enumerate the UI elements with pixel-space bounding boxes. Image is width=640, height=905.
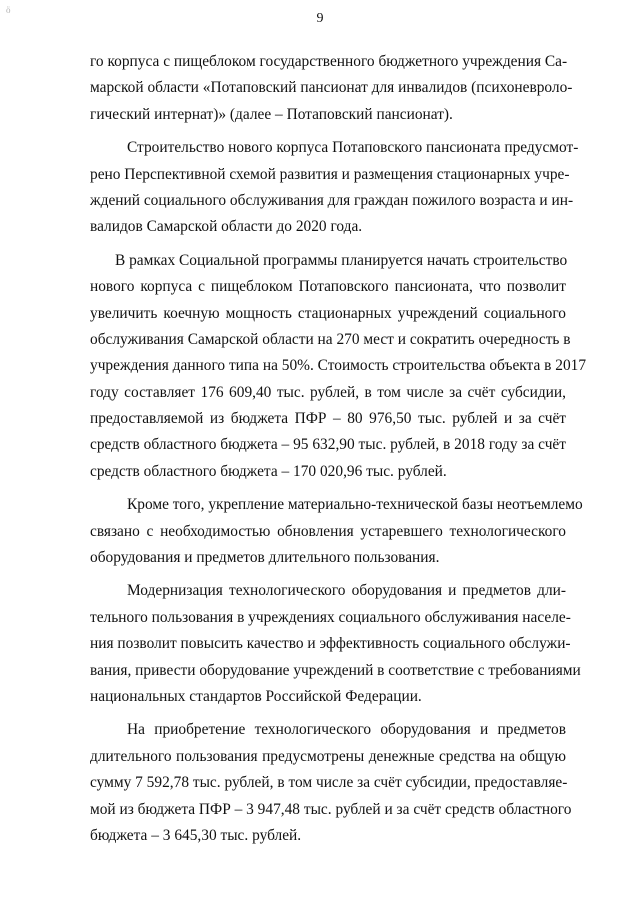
text-line: На приобретение технологического оборудования и предметов (127, 721, 566, 739)
paragraph (90, 135, 579, 241)
page-number: 9 (316, 11, 324, 26)
document-body (90, 49, 587, 849)
text-line: рено Перспективной схемой развития и размещения стационарных учре- (90, 165, 570, 183)
text-line: мой из бюджета ПФР – 3 947,48 тыс. рублей и за счёт средств областного (90, 800, 572, 818)
text-line: гический интернат)» (далее – Потаповский пансионат). (90, 105, 453, 123)
scan-corner-mark: ӧ (6, 5, 11, 15)
text-line: В рамках Социальной программы планируется начать строительство (115, 251, 568, 269)
text-line: оборудования и предметов длительного пользования. (90, 549, 440, 567)
paragraph (90, 248, 587, 486)
text-line: ния позволит повысить качество и эффективность социального обслужи- (90, 635, 571, 653)
paragraph (90, 49, 573, 128)
text-line: году составляет 176 609,40 тыс. рублей, в том числе за счёт субсидии, (90, 383, 566, 401)
text-line: валидов Самарской области до 2020 года. (90, 218, 363, 236)
text-line: Строительство нового корпуса Потаповского пансионата предусмот- (127, 139, 579, 157)
text-line: увеличить коечную мощность стационарных учреждений социального (90, 304, 566, 322)
text-line: Кроме того, укрепление материально-технической базы неотъемлемо (127, 496, 583, 514)
text-line: марской области «Потаповский пансионат для инвалидов (психоневроло- (90, 79, 573, 97)
text-line: предоставляемой из бюджета ПФР – 80 976,50 тыс. рублей и за счёт (90, 410, 566, 428)
text-line: длительного пользования предусмотрены денежные средства на общую (90, 747, 566, 765)
text-line: средств областного бюджета – 170 020,96 тыс. рублей. (90, 462, 447, 480)
paragraph (90, 717, 572, 849)
text-line: средств областного бюджета – 95 632,90 тыс. рублей, в 2018 году за счёт (90, 436, 566, 454)
text-line: бюджета – 3 645,30 тыс. рублей. (90, 826, 302, 844)
paragraph (90, 492, 583, 571)
text-line: сумму 7 592,78 тыс. рублей, в том числе за счёт субсидии, предоставляе- (90, 774, 568, 792)
text-line: нового корпуса с пищеблоком Потаповского пансионата, что позволит (90, 278, 566, 296)
text-line: Модернизация технологического оборудования и предметов дли- (127, 582, 566, 600)
paragraph (90, 578, 581, 710)
text-line: учреждения данного типа на 50%. Стоимость строительства объекта в 2017 (90, 357, 587, 375)
text-line: национальных стандартов Российской Федерации. (90, 687, 422, 705)
text-line: связано с необходимостью обновления устаревшего технологического (90, 522, 566, 540)
text-line: го корпуса с пищеблоком государственного бюджетного учреждения Са- (90, 53, 568, 70)
text-line: ждений социального обслуживания для граждан пожилого возраста и ин- (90, 191, 574, 209)
text-line: тельного пользования в учреждениях социального обслуживания населе- (90, 608, 571, 626)
text-line: вания, привести оборудование учреждений в соответствие с требованиями (90, 661, 581, 679)
text-line: обслуживания Самарской области на 270 мест и сократить очередность в (90, 330, 571, 348)
